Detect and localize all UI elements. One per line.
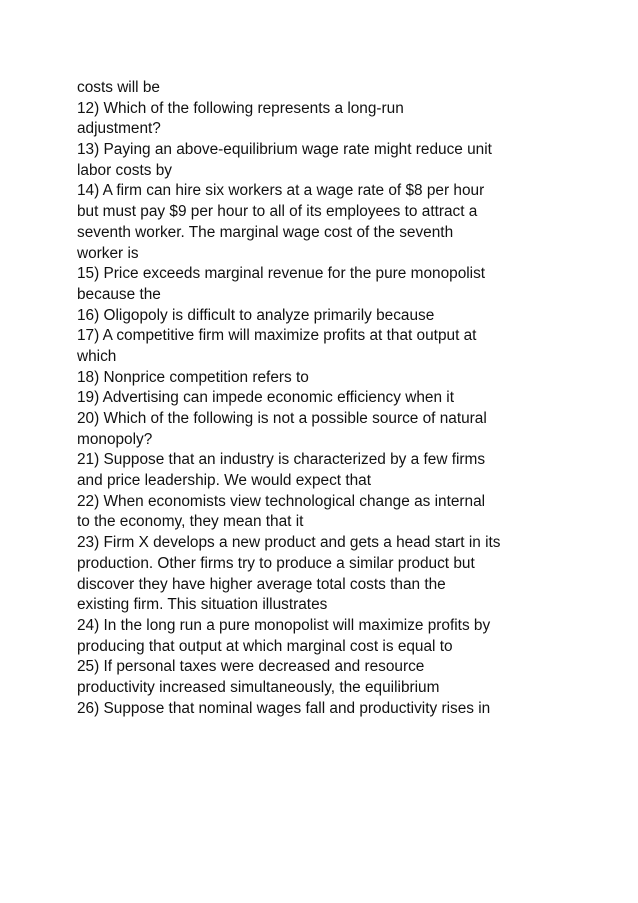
text-line: 16) Oligopoly is difficult to analyze primarily because [77, 306, 435, 324]
text-line: seventh worker. The marginal wage cost of the seventh [77, 223, 454, 241]
text-line: production. Other firms try to produce a similar product but [77, 554, 475, 572]
text-line: discover they have higher average total costs than the [77, 575, 446, 593]
document-text [77, 78, 577, 719]
text-line: 17) A competitive firm will maximize profits at that output at [77, 327, 477, 345]
text-line: 26) Suppose that nominal wages fall and productivity rises in [77, 699, 491, 717]
text-line: monopoly? [77, 430, 153, 448]
text-line: 21) Suppose that an industry is characterized by a few firms [77, 451, 486, 469]
text-line: 20) Which of the following is not a possible source of natural [77, 410, 487, 427]
text-line: costs will be [77, 79, 160, 96]
text-line: worker is [77, 244, 139, 262]
text-line: 24) In the long run a pure monopolist will maximize profits by [77, 616, 491, 634]
text-line: 15) Price exceeds marginal revenue for the pure monopolist [77, 265, 486, 283]
text-line: because the [77, 285, 161, 303]
text-line: to the economy, they mean that it [77, 513, 304, 531]
text-line: 12) Which of the following represents a long-run [77, 99, 404, 117]
text-line: 22) When economists view technological change as internal [77, 492, 486, 510]
text-line: 19) Advertising can impede economic efficiency when it [77, 389, 454, 407]
text-line: adjustment? [77, 120, 161, 138]
text-line: 23) Firm X develops a new product and gets a head start in its [77, 534, 501, 552]
text-line: labor costs by [77, 161, 172, 179]
text-line: existing firm. This situation illustrates [77, 596, 328, 614]
text-line: which [77, 347, 117, 365]
text-line: but must pay $9 per hour to all of its employees to attract a [77, 203, 478, 221]
text-line: 25) If personal taxes were decreased and resource [77, 658, 425, 676]
text-line: productivity increased simultaneously, the equilibrium [77, 678, 440, 696]
text-line: 18) Nonprice competition refers to [77, 368, 309, 386]
text-line: producing that output at which marginal cost is equal to [77, 637, 453, 655]
text-line: 14) A firm can hire six workers at a wage rate of $8 per hour [77, 182, 485, 200]
text-line: 13) Paying an above-equilibrium wage rate might reduce unit [77, 141, 492, 159]
text-line: and price leadership. We would expect that [77, 472, 372, 490]
